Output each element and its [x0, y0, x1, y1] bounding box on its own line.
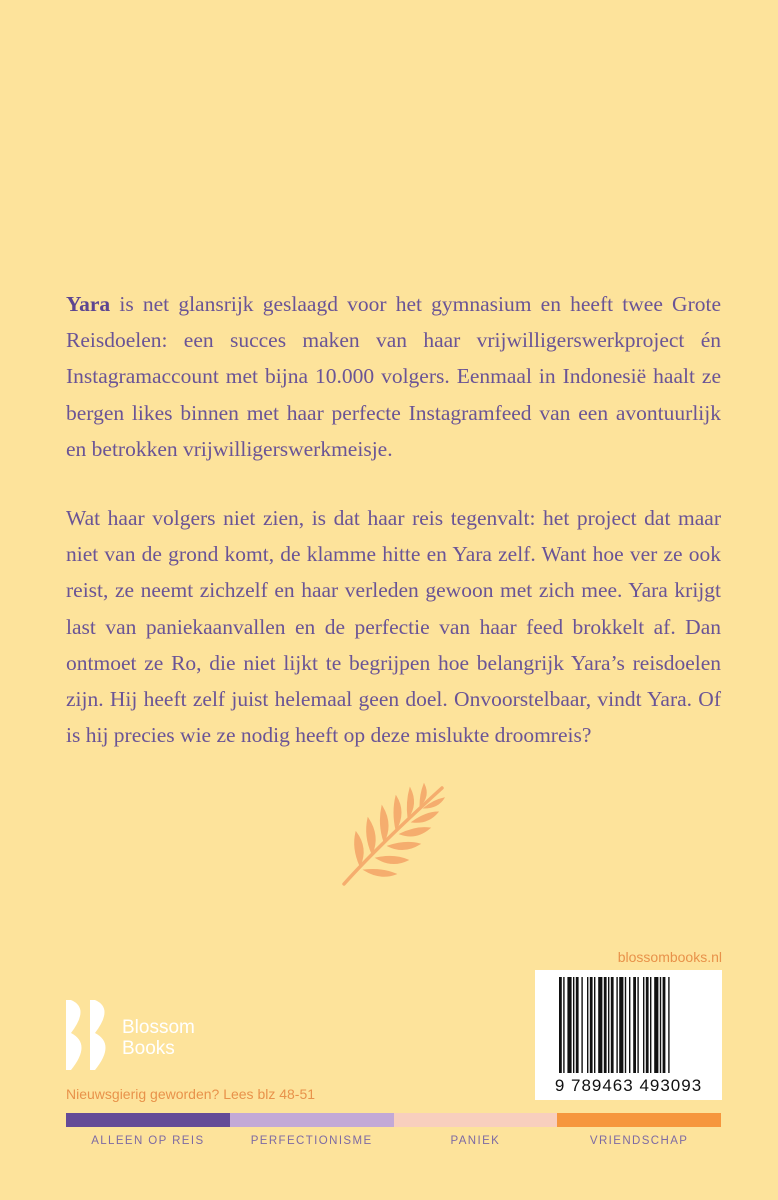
barcode-bar: [604, 977, 607, 1073]
theme-tag-bar: [66, 1113, 230, 1127]
barcode-bar: [625, 977, 626, 1073]
barcode-bar: [629, 977, 630, 1073]
blurb-paragraph-2: Wat haar volgers niet zien, is dat haar reis tegenvalt: het project dat maar niet van de grond komt, de klamme hitte en Yara zelf. Want hoe ver ze ook reist, ze neemt zichzelf en haar verleden gewoon met zich mee. Yara krijgt last van paniekaanvallen en de perfectie van haar feed brokkelt af. Dan ontmoet ze Ro, die niet lijkt te begrijpen hoe belangrijk Yara’s reisdoelen zijn. Hij heeft zelf juist helemaal geen doel. Onvoorstelbaar, vindt Yara. Of is hij precies wie ze nodig heeft op deze mislukte droomreis?: [66, 506, 721, 748]
barcode-bars: [559, 977, 699, 1073]
barcode-bar: [643, 977, 644, 1073]
theme-tags: [66, 1113, 721, 1147]
theme-tag: [66, 1113, 230, 1147]
theme-tag: [557, 1113, 721, 1147]
leaf-icon: [338, 778, 450, 890]
publisher-name: [122, 1017, 195, 1059]
barcode-bar: [594, 977, 595, 1073]
barcode-bar: [598, 977, 602, 1073]
barcode-bar: [646, 977, 649, 1073]
blurb-paragraph-1: [66, 286, 721, 467]
publisher-website: blossombooks.nl: [617, 949, 722, 965]
barcode-bar: [581, 977, 582, 1073]
theme-tag-label: VRIENDSCHAP: [589, 1135, 689, 1147]
theme-tag-label: ALLEEN OP REIS: [91, 1135, 205, 1147]
barcode-bar: [616, 977, 617, 1073]
back-cover-blurb: [66, 286, 721, 753]
barcode-bar: [637, 977, 638, 1073]
publisher-name-line-2: Books: [122, 1038, 175, 1059]
theme-tag-bar: [230, 1113, 394, 1127]
teaser-text: Nieuwsgierig geworden? Lees blz 48-51: [66, 1086, 316, 1102]
barcode-bar: [654, 977, 658, 1073]
barcode-bar: [559, 977, 562, 1073]
publisher-name-line-1: Blossom: [122, 1017, 195, 1038]
theme-tag-bar: [394, 1113, 558, 1127]
barcode-bar: [619, 977, 623, 1073]
blurb-paragraph-1-text: is net glansrijk geslaagd voor het gymnasium en heeft twee Grote Reisdoelen: een succes maken van haar vrijwilligerswerkproject én Instagramaccount met bijna 10.000 volgers. Eenmaal in Indonesië haalt ze bergen likes binnen met haar perfecte Instagramfeed van een avontuurlijk en betrokken vrijwilligerswerkmeisje.: [66, 292, 721, 461]
isbn-barcode: [535, 970, 722, 1100]
barcode-bar: [650, 977, 651, 1073]
barcode-bar: [576, 977, 579, 1073]
protagonist-name: Yara: [66, 292, 111, 316]
barcode-bar: [590, 977, 593, 1073]
barcode-bar: [668, 977, 669, 1073]
barcode-bar: [563, 977, 564, 1073]
isbn-number: 9 789463 493093: [554, 1076, 703, 1095]
barcode-bar: [573, 977, 574, 1073]
barcode-bar: [567, 977, 571, 1073]
barcode-bar: [663, 977, 666, 1073]
barcode-bar: [660, 977, 661, 1073]
publisher-logo: [66, 1000, 195, 1070]
barcode-bar: [611, 977, 614, 1073]
theme-tag: [230, 1113, 394, 1147]
barcode-bar: [587, 977, 588, 1073]
theme-tag: [394, 1113, 558, 1147]
theme-tag-label: PERFECTIONISME: [250, 1135, 373, 1147]
barcode-bar: [608, 977, 609, 1073]
blossom-logo-icon: [66, 1000, 114, 1070]
theme-tag-bar: [557, 1113, 721, 1127]
theme-tag-label: PANIEK: [450, 1135, 501, 1147]
barcode-bar: [633, 977, 636, 1073]
